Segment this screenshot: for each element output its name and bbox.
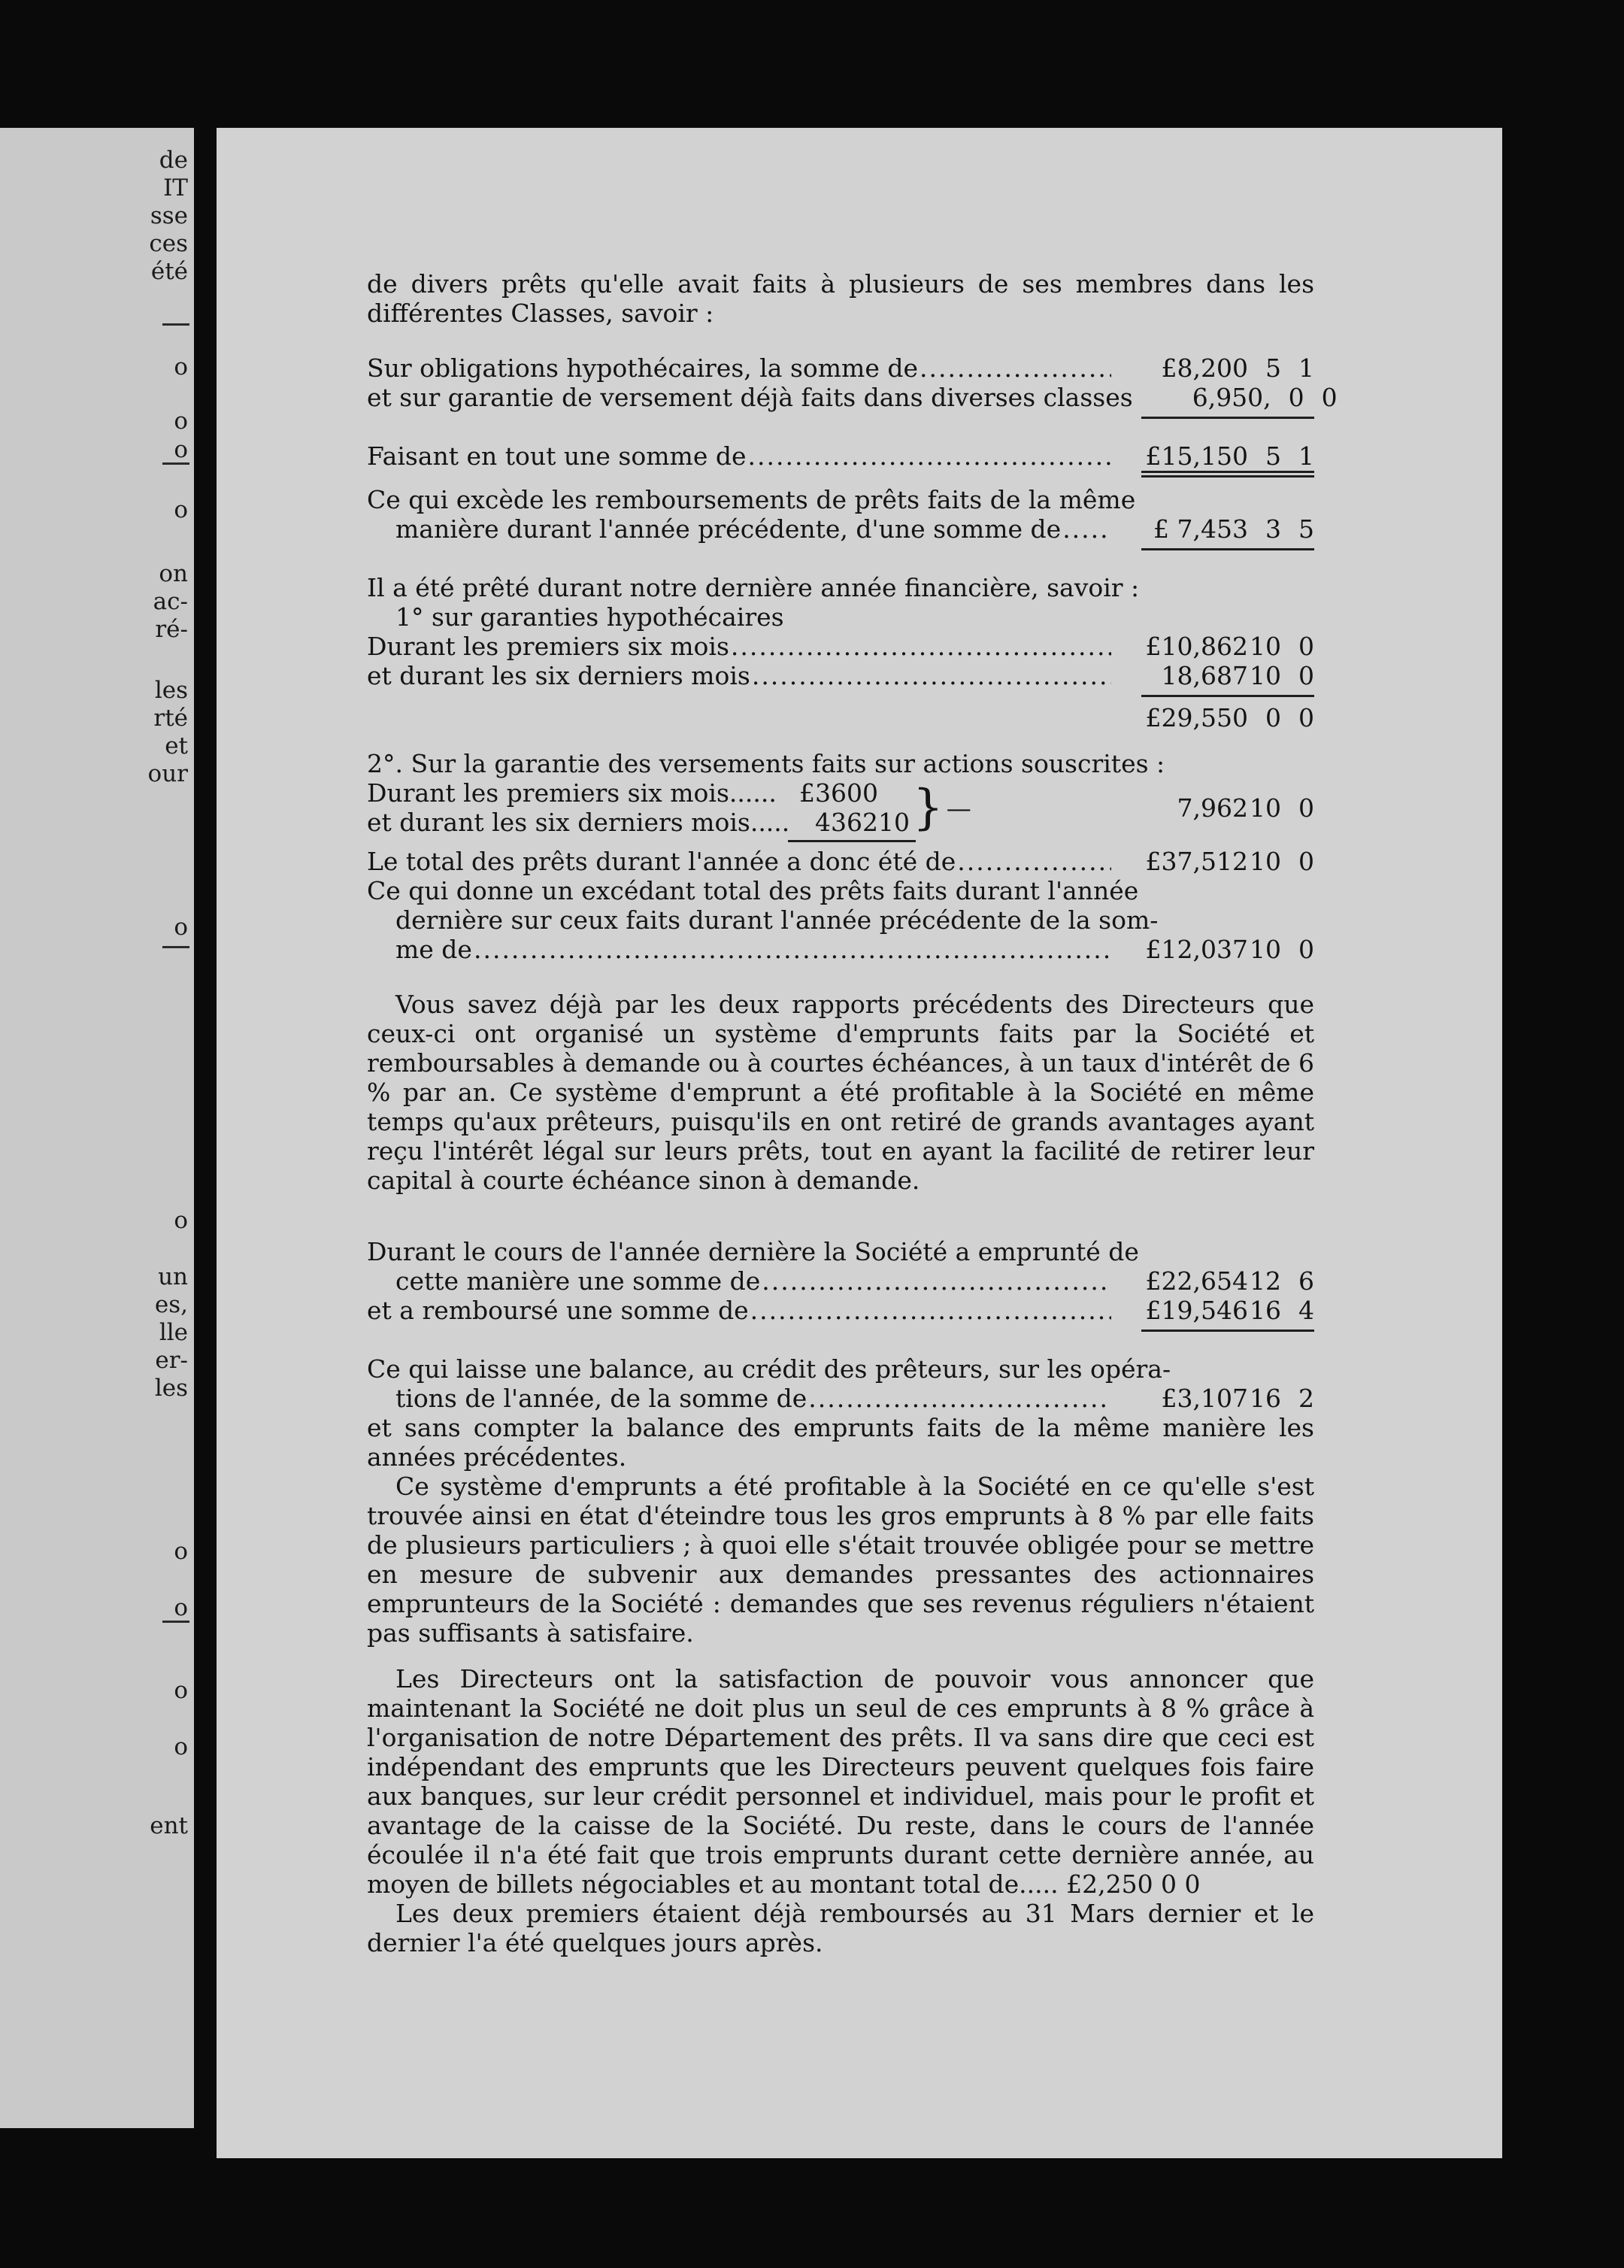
ledger-row-excede: manière durant l'année précédente, d'une somme de ..... £ 7,453 3 5: [367, 514, 1314, 544]
sub-row-premiers: Durant les premiers six mois...... £3600: [367, 778, 878, 808]
left-page-edge: [0, 128, 194, 2128]
balance-line1: Ce qui laisse une balance, au crédit des prêteurs, sur les opéra-: [367, 1354, 1171, 1384]
left-page-fragment: ent: [150, 1812, 188, 1839]
left-page-fragment: o: [174, 496, 188, 523]
paragraph-directeurs: Les Directeurs ont la satisfaction de pouvoir vous annoncer que maintenant la Société ne doit plus un seul de ces emprunts à 8 % grâce à l'organisation de notre Département des prêts. Il va sans dire que ceci est indépendant des emprunts que les Directeurs peuvent quelques fois faire aux banques, sur leur crédit personnel et individuel, mais pour le profit et avantage de la caisse de la Société. Du reste, dans le cours de l'année écoulée il n'a été fait que trois emprunts durant cette dernière année, au moyen de billets négociables et au montant total de..... £2,250 0 0: [367, 1664, 1314, 1899]
left-page-fragment: été: [150, 258, 188, 285]
ledger-row-total-prets: Le total des prêts durant l'année a donc été de ..... £37,512 10 0: [367, 847, 1314, 876]
left-page-fragment: o: [174, 1594, 188, 1621]
left-page-fragment: ré-: [155, 616, 188, 643]
ledger-row-subtotal: £29,550 0 0: [1145, 703, 1314, 732]
ledger-row-emprunte: cette manière une somme de ..... £22,654 12 6: [367, 1266, 1314, 1296]
ledger-row-derniers: et durant les six derniers mois ..... 18,687 10 0: [367, 661, 1314, 690]
paragraph-emprunts: Ce système d'emprunts a été profitable à la Société en ce qu'elle s'est trouvée ainsi en état d'éteindre tous les gros emprunts à 8 % par elle faits de plusieurs particuliers ; à quoi elle s'était trouvée obligée pour se mettre en mesure de subvenir aux demandes pressantes des actionnaires emprunteurs de la Société : demandes que ses revenus réguliers n'étaient pas suffisants à satisfaire.: [367, 1472, 1314, 1648]
left-page-fragment: lle: [159, 1319, 188, 1346]
left-page-fragment: o: [174, 1677, 188, 1704]
left-page-fragment: les: [154, 1375, 188, 1402]
left-page-rule: [162, 1621, 189, 1623]
page-content: [367, 269, 1338, 1957]
left-page-fragment: les: [154, 677, 188, 704]
left-page-rule: [162, 946, 189, 948]
prete-intro: Il a été prêté durant notre dernière année financière, savoir :: [367, 573, 1140, 602]
excede-text: Ce qui excède les remboursements de prêts faits de la même: [367, 485, 1136, 514]
second-guarantee-table: Durant les premiers six mois...... £3600 et durant les six derniers mois..... 4362 10 } — 7,962 10 0: [367, 778, 1314, 837]
left-page-fragment: o: [174, 914, 188, 941]
left-page-fragment: o: [174, 353, 188, 381]
ledger-row-rembourse: et a remboursé une somme de ..... £19,546 16 4: [367, 1296, 1314, 1325]
prete-first: 1° sur garanties hypothécaires: [395, 602, 784, 632]
ledger-row-balance: tions de l'année, de la somme de ..... £3,107 16 2: [367, 1384, 1314, 1413]
ledger-row-versement: et sur garantie de versement déjà faits dans diverses classes 6,950, 0 0: [367, 383, 1338, 412]
left-page-fragment: o: [174, 436, 188, 463]
sum-rule: [1141, 548, 1314, 550]
document-page: [211, 128, 1502, 2158]
sum-rule: [1141, 695, 1314, 697]
sum-rule: [1141, 417, 1314, 419]
paragraph-systeme: Vous savez déjà par les deux rapports précédents des Directeurs que ceux-ci ont organisé un système d'emprunts faits par la Société et remboursables à demande ou à courtes échéances, à un taux d'intérêt de 6 % par an. Ce système d'emprunt a été profitable à la Société en même temps qu'aux prêteurs, puisqu'ils en ont retiré de grands avantages ayant reçu l'intérêt légal sur leurs prêts, tout en ayant la facilité de retirer leur capital à courte échéance sinon à demande.: [367, 990, 1314, 1195]
left-page-fragment: our: [147, 760, 188, 787]
sub-row-derniers: et durant les six derniers mois..... 4362 10: [367, 808, 910, 837]
left-page-fragment: IT: [163, 174, 188, 202]
dash-mark: —: [946, 793, 971, 823]
left-page-fragment: o: [174, 1733, 188, 1760]
left-page-rule: [162, 323, 189, 326]
sub-rule: [788, 840, 916, 842]
ledger-row-excedant: me de ..... £12,037 10 0: [367, 935, 1314, 964]
ledger-row-obligations: Sur obligations hypothécaires, la somme de ..... £8,200 5 1: [367, 353, 1314, 383]
left-page-fragment: rté: [153, 705, 188, 732]
excedant-line1: Ce qui donne un excédant total des prêts faits durant l'année: [367, 876, 1139, 905]
left-page-fragment: es,: [154, 1291, 188, 1318]
excedant-line2: dernière sur ceux faits durant l'année précédente de la som-: [395, 905, 1159, 935]
left-page-fragment: et: [165, 732, 188, 760]
left-page-fragment: ces: [149, 230, 188, 257]
paragraph-remboursement: Les deux premiers étaient déjà remboursés au 31 Mars dernier et le dernier l'a été quelques jours après.: [367, 1899, 1314, 1957]
left-page-fragment: o: [174, 408, 188, 435]
sum-rule: [1141, 1330, 1314, 1332]
ledger-row-total: Faisant en tout une somme de ..... £15,150 5 1: [367, 441, 1314, 471]
left-page-fragment: on: [159, 560, 188, 587]
left-page-fragment: un: [158, 1263, 188, 1290]
second-intro: 2°. Sur la garantie des versements faits sur actions souscrites :: [367, 749, 1165, 778]
left-page-fragment: o: [174, 1207, 188, 1234]
left-page-rule: [162, 462, 189, 465]
curly-brace: }: [913, 780, 944, 835]
total-double-rule: [1141, 471, 1314, 478]
balance-line3: et sans compter la balance des emprunts faits de la même manière les années précédentes.: [367, 1413, 1314, 1472]
cours-line: Durant le cours de l'année dernière la Société a emprunté de: [367, 1237, 1139, 1266]
left-page-fragment: er-: [155, 1347, 188, 1374]
left-page-fragment: sse: [150, 202, 188, 229]
left-page-fragment: de: [159, 147, 188, 174]
left-page-fragment: o: [174, 1538, 188, 1565]
ledger-row-premiers: Durant les premiers six mois ..... £10,862 10 0: [367, 632, 1314, 661]
intro-text: de divers prêts qu'elle avait faits à plusieurs de ses membres dans les différentes Classes, savoir :: [367, 269, 1314, 328]
left-page-fragment: ac-: [153, 588, 188, 615]
